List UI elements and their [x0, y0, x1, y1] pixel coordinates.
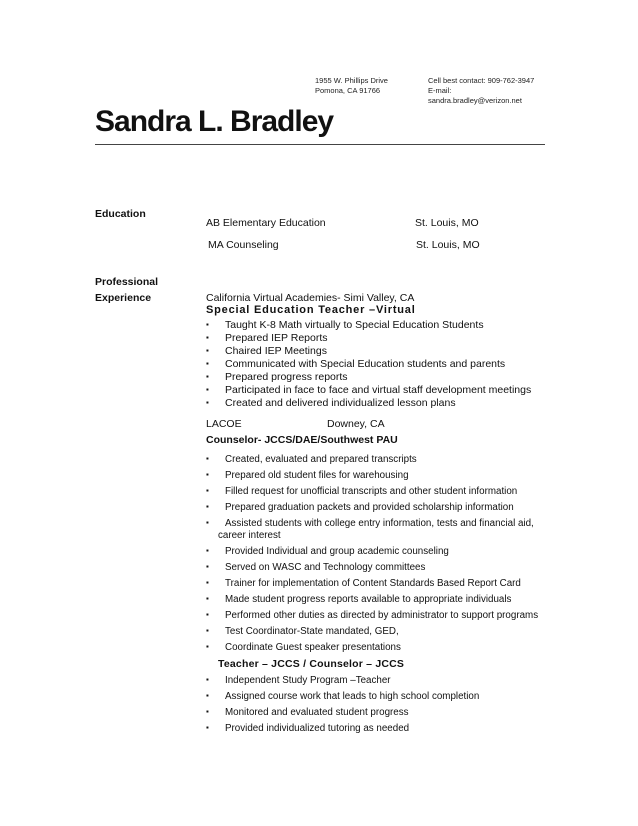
job2-bullet: ▪ Made student progress reports available to appropriate individuals [206, 594, 512, 605]
bullet-icon: ▪ [206, 470, 209, 479]
job2-bullet-continuation: career interest [218, 530, 281, 541]
bullet-icon: ▪ [206, 454, 209, 463]
job1-title: Special Education Teacher –Virtual [206, 304, 416, 316]
job1-bullet: ▪ Participated in face to face and virtual staff development meetings [206, 384, 532, 396]
job1-employer: California Virtual Academies- Simi Valley, CA [206, 292, 415, 304]
job3-bullet: ▪ Monitored and evaluated student progress [206, 707, 409, 718]
bullet-icon: ▪ [206, 359, 209, 368]
job1-bullet: ▪ Chaired IEP Meetings [206, 345, 327, 357]
job2-bullet: ▪ Coordinate Guest speaker presentations [206, 642, 401, 653]
job2-bullet: ▪ Provided Individual and group academic counseling [206, 546, 449, 557]
bullet-icon: ▪ [206, 642, 209, 651]
job1-bullet: ▪ Prepared IEP Reports [206, 332, 328, 344]
job3-title: Teacher – JCCS / Counselor – JCCS [218, 658, 405, 670]
bullet-icon: ▪ [206, 610, 209, 619]
job2-title: Counselor- JCCS/DAE/Southwest PAU [206, 434, 398, 446]
bullet-icon: ▪ [206, 346, 209, 355]
bullet-icon: ▪ [206, 486, 209, 495]
contact-email[interactable]: sandra.bradley@verizon.net [428, 96, 522, 105]
bullet-icon: ▪ [206, 518, 209, 527]
job2-bullet: ▪ Trainer for implementation of Content Standards Based Report Card [206, 578, 521, 589]
job1-bullet: ▪ Prepared progress reports [206, 371, 348, 383]
job3-bullet: ▪ Provided individualized tutoring as needed [206, 723, 410, 734]
job2-bullet: ▪ Assisted students with college entry information, tests and financial aid, [206, 518, 534, 529]
bullet-icon: ▪ [206, 626, 209, 635]
education-degree-2: MA Counseling [208, 239, 279, 251]
education-location-1: St. Louis, MO [415, 217, 479, 229]
job2-bullet: ▪ Performed other duties as directed by administrator to support programs [206, 610, 539, 621]
bullet-icon: ▪ [206, 398, 209, 407]
section-education-heading: Education [95, 208, 146, 220]
job2-location: Downey, CA [327, 418, 385, 430]
bullet-icon: ▪ [206, 372, 209, 381]
bullet-icon: ▪ [206, 502, 209, 511]
job3-bullet: ▪ Independent Study Program –Teacher [206, 675, 391, 686]
bullet-icon: ▪ [206, 320, 209, 329]
address-line-2: Pomona, CA 91766 [315, 86, 381, 95]
bullet-icon: ▪ [206, 333, 209, 342]
address-line-1: 1955 W. Phillips Drive [315, 76, 388, 85]
bullet-icon: ▪ [206, 562, 209, 571]
job2-bullet: ▪ Prepared old student files for warehousing [206, 470, 409, 481]
bullet-icon: ▪ [206, 594, 209, 603]
bullet-icon: ▪ [206, 723, 209, 732]
job1-bullet: ▪ Communicated with Special Education students and parents [206, 358, 506, 370]
job2-bullet: ▪ Created, evaluated and prepared transcripts [206, 454, 417, 465]
bullet-icon: ▪ [206, 546, 209, 555]
bullet-icon: ▪ [206, 385, 209, 394]
bullet-icon: ▪ [206, 578, 209, 587]
contact-email-label: E-mail: [428, 86, 452, 95]
job1-bullet: ▪ Taught K-8 Math virtually to Special Education Students [206, 319, 484, 331]
education-location-2: St. Louis, MO [416, 239, 480, 251]
job1-bullet: ▪ Created and delivered individualized lesson plans [206, 397, 456, 409]
bullet-icon: ▪ [206, 691, 209, 700]
job3-bullet: ▪ Assigned course work that leads to high school completion [206, 691, 480, 702]
section-experience-heading-line-1: Professional [95, 276, 159, 288]
job2-bullet: ▪ Served on WASC and Technology committees [206, 562, 426, 573]
bullet-icon: ▪ [206, 707, 209, 716]
contact-phone: Cell best contact: 909-762-3947 [428, 76, 535, 85]
header-divider [95, 144, 545, 145]
job2-bullet: ▪ Prepared graduation packets and provided scholarship information [206, 502, 514, 513]
job2-bullet: ▪ Test Coordinator-State mandated, GED, [206, 626, 399, 637]
section-experience-heading-line-2: Experience [95, 292, 152, 304]
job2-employer: LACOE [206, 418, 242, 430]
candidate-name: Sandra L. Bradley [95, 105, 334, 138]
bullet-icon: ▪ [206, 675, 209, 684]
education-degree-1: AB Elementary Education [206, 217, 326, 229]
job2-bullet: ▪ Filled request for unofficial transcripts and other student information [206, 486, 518, 497]
